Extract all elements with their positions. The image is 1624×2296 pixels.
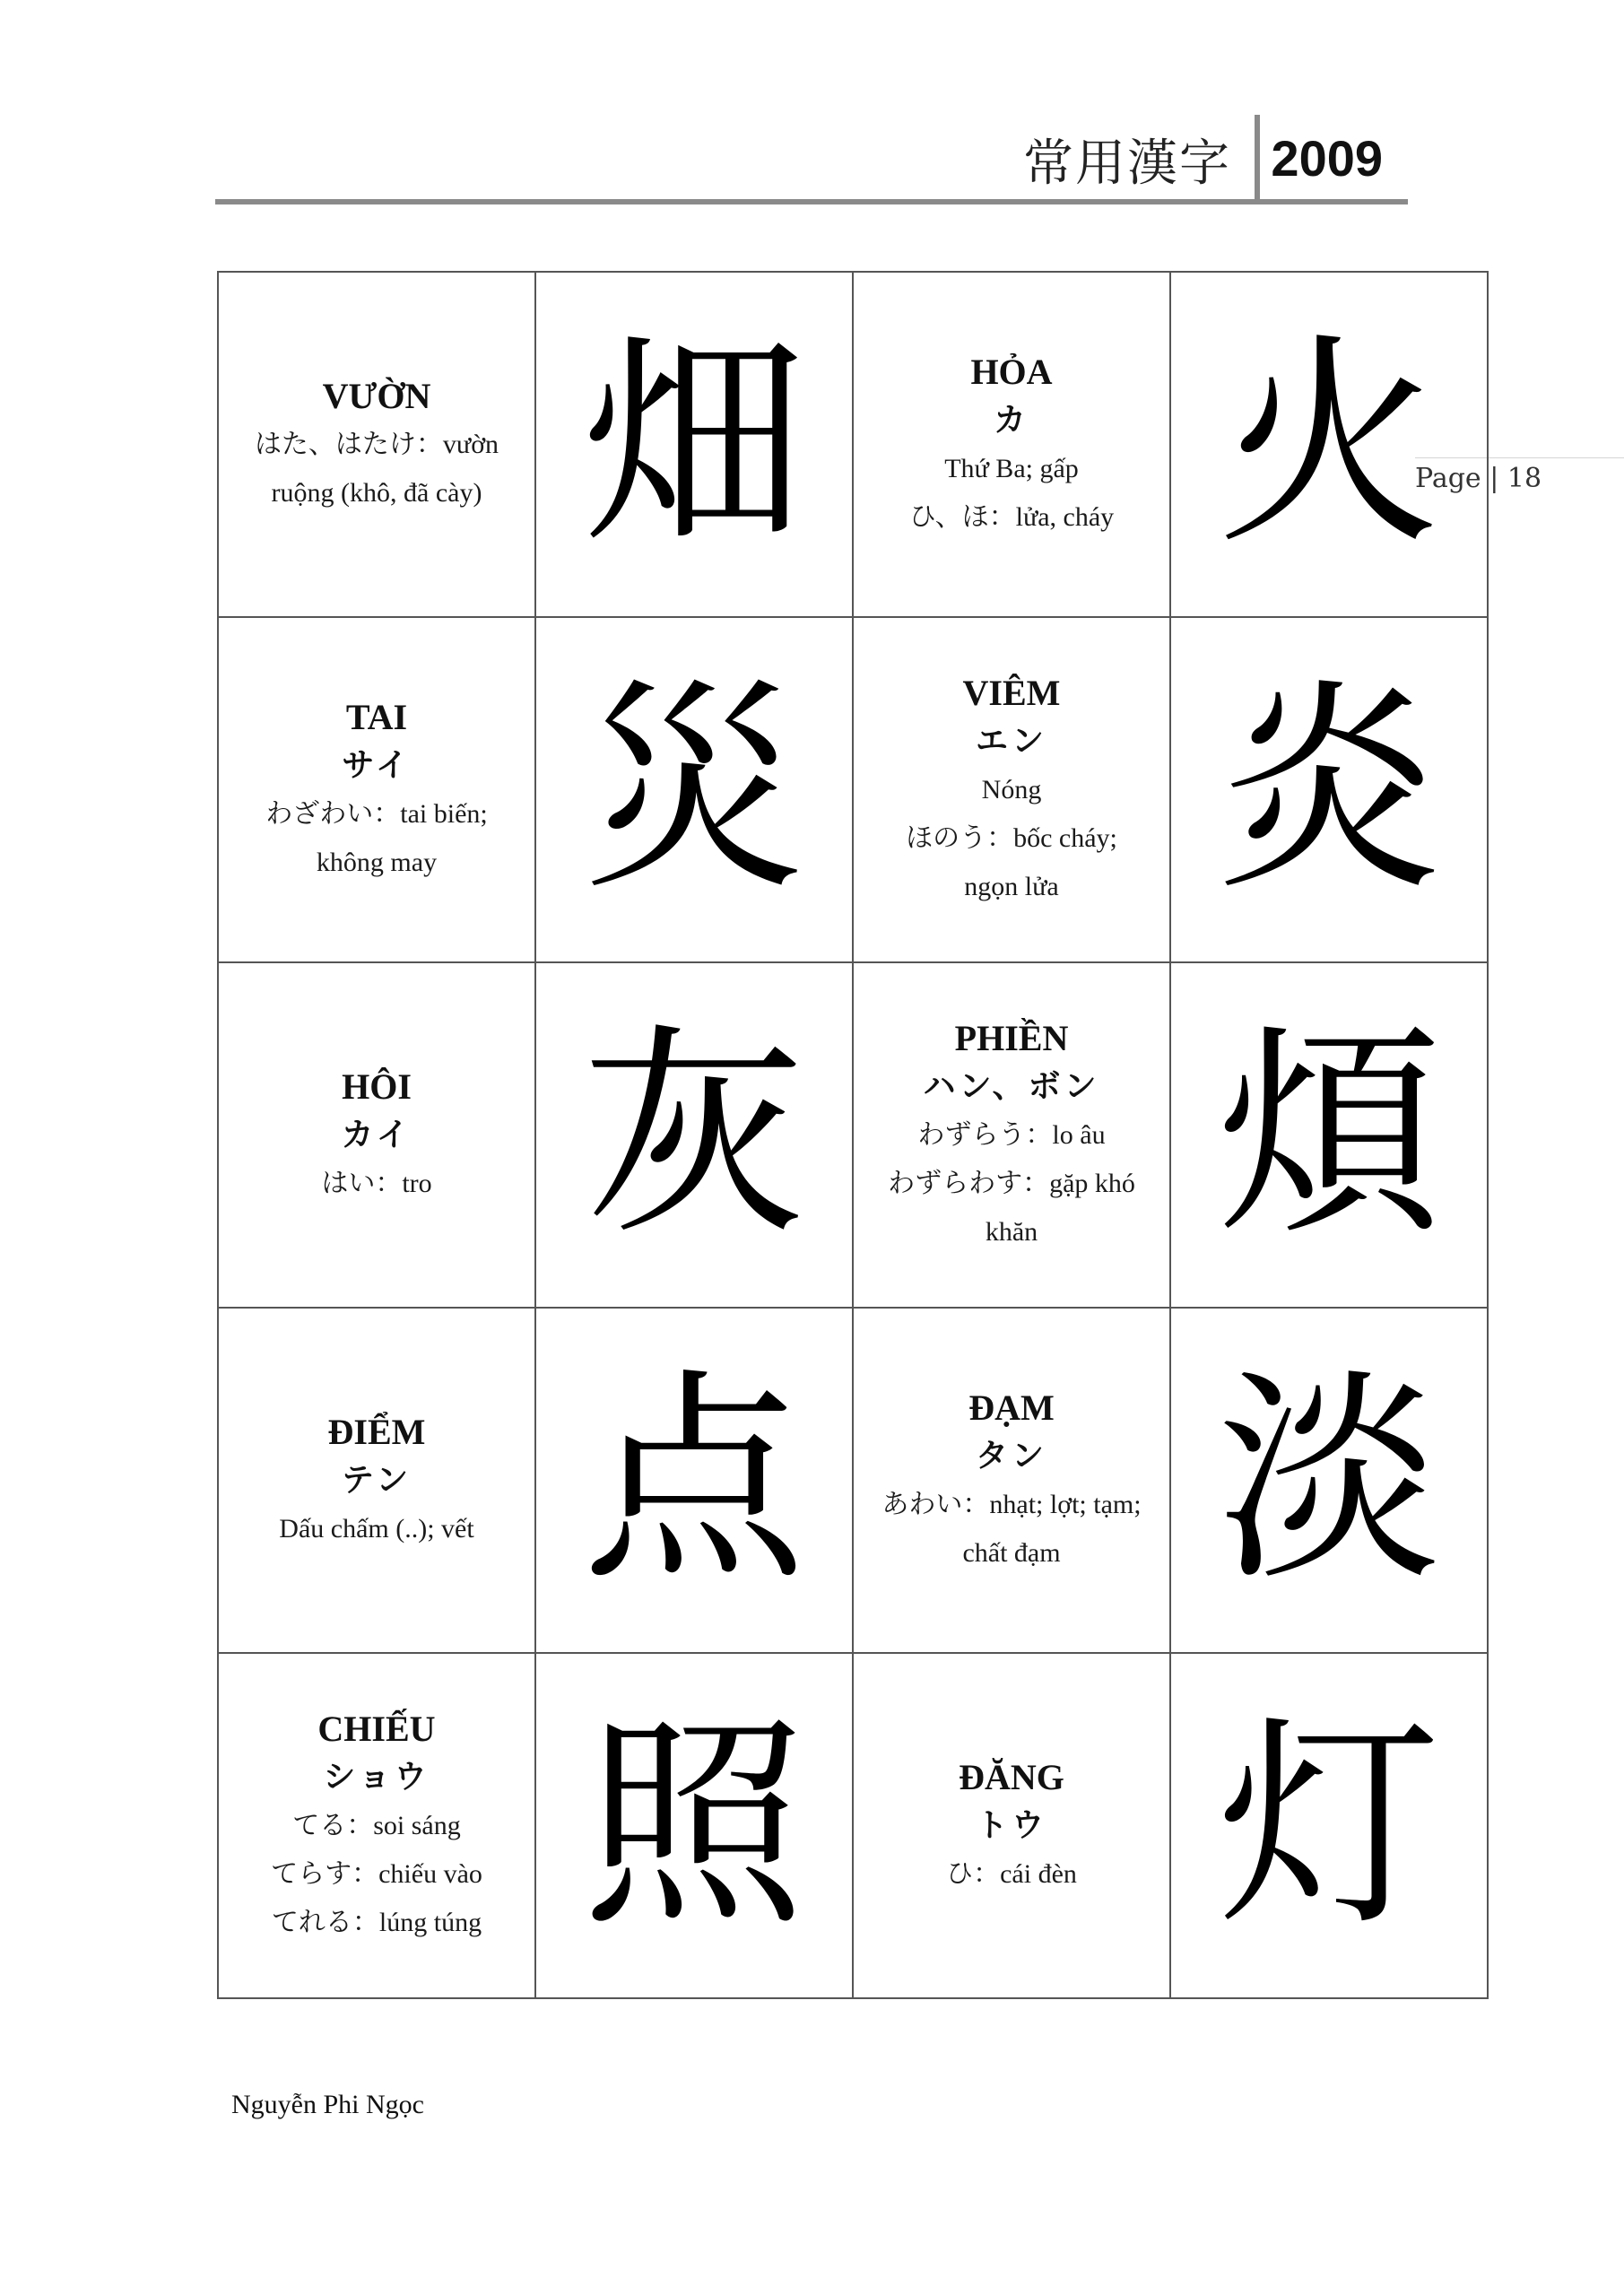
- footer-author: Nguyễn Phi Ngọc: [231, 2090, 424, 2119]
- kanji-character: 灯: [1217, 1694, 1441, 1956]
- kanji-meaning-line: Thứ Ba; gấp: [944, 453, 1079, 483]
- kanji-meaning-line: chất đạm: [962, 1537, 1061, 1568]
- header-rule: [215, 199, 1408, 204]
- kanji-glyph-cell: [1170, 272, 1488, 617]
- kanji-onyomi: タン: [975, 1437, 1047, 1474]
- kanji-info-cell: [853, 617, 1170, 962]
- kanji-character: 淡: [1217, 1349, 1441, 1611]
- kanji-glyph-cell: [535, 962, 853, 1308]
- kanji-info-cell: [218, 617, 535, 962]
- kanji-character: 火: [1217, 313, 1441, 575]
- kanji-glyph-cell: [535, 1308, 853, 1653]
- kanji-info-cell: [853, 1653, 1170, 1998]
- kanji-info-cell: [853, 962, 1170, 1308]
- kanji-hanviet-name: TAI: [345, 696, 408, 737]
- kanji-meaning-line: khăn: [985, 1216, 1038, 1247]
- kanji-character: 照: [582, 1694, 806, 1956]
- page-number: Page | 18: [1415, 463, 1542, 494]
- kanji-meaning-line: わずらわす：gặp khó: [888, 1168, 1135, 1198]
- kanji-glyph-cell: [535, 272, 853, 617]
- kanji-hanviet-name: HÔI: [342, 1065, 412, 1107]
- kanji-onyomi: テン: [341, 1461, 413, 1499]
- kanji-table-body: [218, 272, 1488, 1998]
- kanji-meaning-line: わずらう：lo âu: [917, 1119, 1106, 1150]
- kanji-meaning-line: ひ、ほ：lửa, cháy: [908, 501, 1115, 532]
- kanji-glyph-cell: [1170, 962, 1488, 1308]
- kanji-onyomi: カイ: [341, 1116, 413, 1153]
- kanji-info-cell: [853, 1308, 1170, 1653]
- kanji-info-cell: [218, 962, 535, 1308]
- kanji-hanviet-name: VƯỜN: [322, 375, 431, 416]
- kanji-glyph-cell: [535, 617, 853, 962]
- kanji-hanviet-name: CHIẾU: [317, 1708, 436, 1749]
- kanji-info-cell: [218, 272, 535, 617]
- kanji-meaning-line: はた、はたけ：vườn: [254, 429, 499, 459]
- kanji-meaning-line: てる：soi sáng: [292, 1810, 461, 1840]
- kanji-character: 灰: [582, 1004, 806, 1265]
- kanji-glyph-cell: [1170, 1653, 1488, 1998]
- header-divider: [1255, 115, 1260, 199]
- table-row: [218, 272, 1488, 617]
- page-header: [215, 106, 1408, 204]
- kanji-info-cell: [218, 1308, 535, 1653]
- kanji-hanviet-name: ĐIỂM: [327, 1411, 426, 1452]
- kanji-meaning-line: ruộng (khô, đã cày): [271, 477, 482, 508]
- kanji-onyomi: カ: [993, 401, 1029, 439]
- kanji-meaning-line: Nóng: [981, 774, 1042, 804]
- table-row: [218, 1308, 1488, 1653]
- kanji-character: 点: [582, 1349, 806, 1611]
- kanji-meaning-line: ほのう：bốc cháy;: [906, 822, 1117, 853]
- kanji-onyomi: エン: [975, 722, 1047, 760]
- table-row: [218, 1653, 1488, 1998]
- kanji-onyomi: トウ: [975, 1806, 1047, 1844]
- table-row: [218, 617, 1488, 962]
- header-title: 常用漢字: [1023, 135, 1231, 193]
- kanji-table: [217, 271, 1489, 1999]
- kanji-meaning-line: không may: [316, 847, 438, 877]
- kanji-onyomi: ショウ: [323, 1758, 430, 1796]
- kanji-hanviet-name: ĐẠM: [968, 1387, 1055, 1428]
- kanji-glyph-cell: [1170, 1308, 1488, 1653]
- kanji-character: 炎: [1217, 658, 1441, 920]
- header-year: 2009: [1271, 130, 1383, 187]
- kanji-meaning-line: ngọn lửa: [964, 871, 1059, 901]
- kanji-meaning-line: ひ：cái đèn: [946, 1858, 1077, 1889]
- kanji-meaning-line: てらす：chiếu vào: [271, 1858, 482, 1889]
- kanji-character: 畑: [582, 313, 806, 575]
- kanji-glyph-cell: [1170, 617, 1488, 962]
- kanji-meaning-line: Dấu chấm (..); vết: [279, 1513, 474, 1544]
- kanji-glyph-cell: [535, 1653, 853, 1998]
- kanji-hanviet-name: HỎA: [970, 351, 1053, 392]
- kanji-info-cell: [218, 1653, 535, 1998]
- kanji-character: 煩: [1217, 1004, 1441, 1265]
- kanji-meaning-line: わざわい：tai biến;: [265, 798, 488, 829]
- kanji-hanviet-name: ĐĂNG: [959, 1756, 1064, 1797]
- kanji-meaning-line: てれる：lúng túng: [271, 1907, 482, 1937]
- table-row: [218, 962, 1488, 1308]
- kanji-meaning-line: はい：tro: [321, 1168, 432, 1198]
- kanji-onyomi: ハン、ボン: [923, 1067, 1100, 1105]
- kanji-character: 災: [582, 658, 806, 920]
- kanji-hanviet-name: PHIỀN: [954, 1017, 1069, 1058]
- kanji-info-cell: [853, 272, 1170, 617]
- kanji-hanviet-name: VIÊM: [962, 672, 1061, 713]
- kanji-onyomi: サイ: [342, 746, 412, 784]
- kanji-meaning-line: あわい：nhạt; lợt; tạm;: [881, 1489, 1142, 1519]
